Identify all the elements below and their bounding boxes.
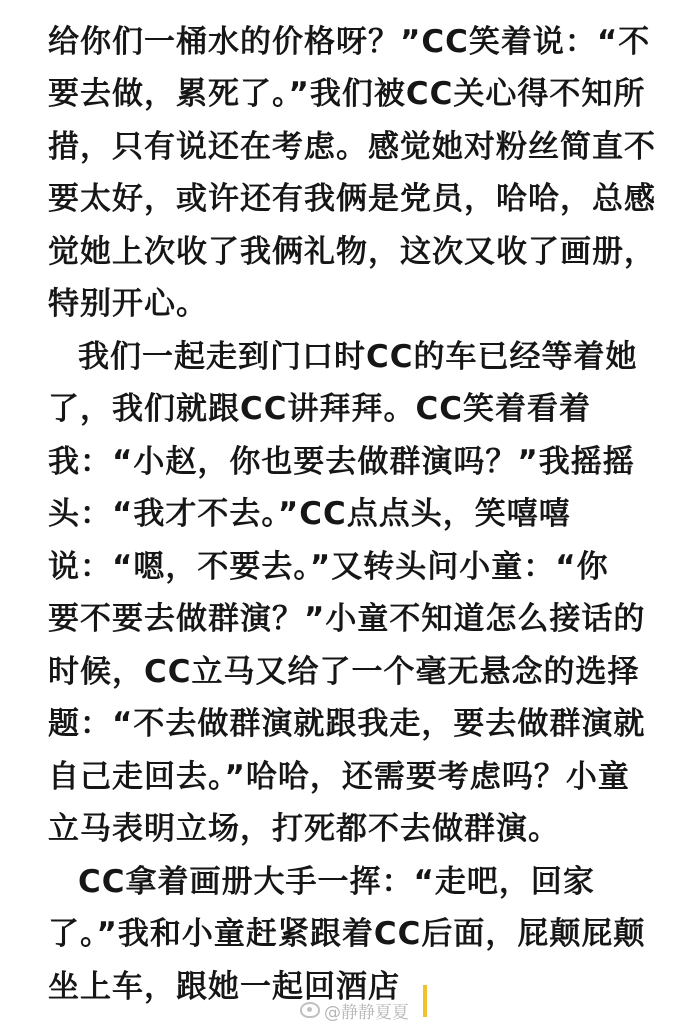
text-line: 要去做，累死了。”我们被CC关心得不知所: [48, 76, 646, 112]
text-line: 头：“我才不去。”CC点点头，笑嘻嘻: [48, 496, 571, 532]
text-line: 我们一起走到门口时CC的车已经等着她: [78, 339, 638, 375]
text-line: 坐上车，跟她一起回酒店: [48, 969, 400, 1005]
text-line: 要不要去做群演？”小童不知道怎么接话的: [48, 601, 646, 637]
text-line: CC拿着画册大手一挥：“走吧，回家: [78, 864, 595, 900]
text-line: 说：“嗯，不要去。”又转头问小童：“你: [48, 549, 609, 585]
text-line: 要太好，或许还有我俩是党员，哈哈，总感: [48, 181, 656, 217]
text-line: 觉她上次收了我俩礼物，这次又收了画册，: [48, 234, 656, 270]
text-line: 时候，CC立马又给了一个毫无悬念的选择: [48, 654, 640, 690]
text-line: 给你们一桶水的价格呀？”CC笑着说：“不: [48, 24, 651, 60]
text-line: 自己走回去。”哈哈，还需要考虑吗？小童: [48, 759, 630, 795]
text-line: 了。”我和小童赶紧跟着CC后面，屁颠屁颠: [48, 916, 646, 952]
watermark: [300, 996, 409, 1024]
weibo-icon: [300, 1002, 320, 1018]
text-line: 我：“小赵，你也要去做群演吗？”我摇摇: [48, 444, 635, 480]
text-line: 题：“不去做群演就跟我走，要去做群演就: [48, 706, 646, 742]
watermark-text: @静静夏夏: [324, 1002, 409, 1023]
text-line: 了，我们就跟CC讲拜拜。CC笑着看着: [48, 391, 592, 427]
text-cursor: [423, 985, 427, 1017]
text-line: 措，只有说还在考虑。感觉她对粉丝简直不: [48, 129, 656, 165]
text-line: 立马表明立场，打死都不去做群演。: [48, 811, 560, 847]
text-line: 特别开心。: [48, 286, 208, 322]
